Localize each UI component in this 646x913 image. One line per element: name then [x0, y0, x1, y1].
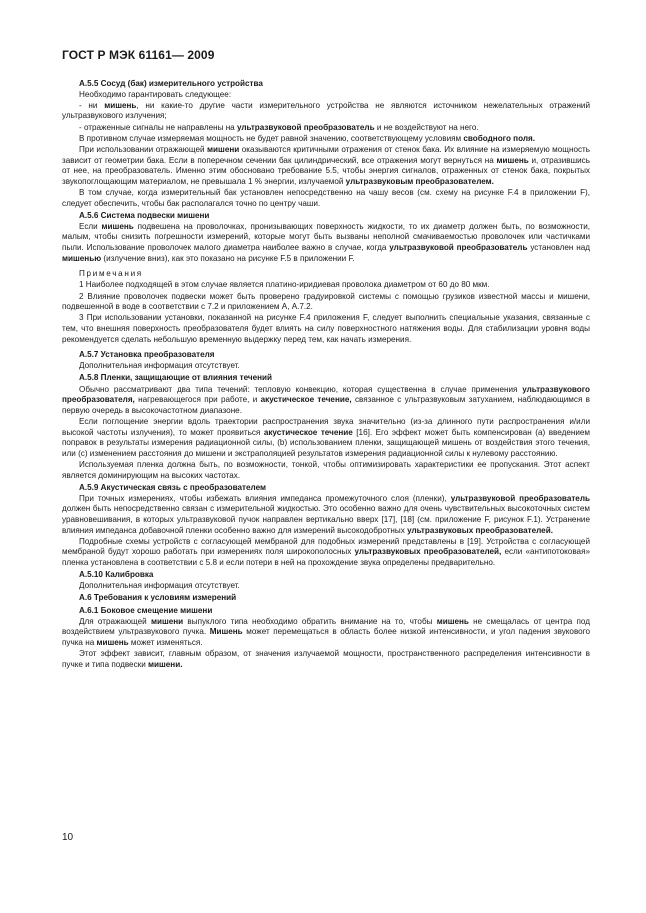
section-heading: А.6 Требования к условиям измерений [79, 593, 237, 603]
body-paragraph: Дополнительная информация отсутствует. [79, 581, 240, 591]
page-body [62, 77, 590, 670]
body-paragraph: - отраженные сигналы не направлены на ультразвуковой преобразователь и не воздействуют на него. [79, 122, 479, 132]
section-heading: А.5.5 Сосуд (бак) измерительного устройства [79, 78, 263, 88]
note-paragraph: 3 При использовании установки, показанной на рисунке F.4 приложения F, следует выполнить специальные указания, связанные с тем, что внешняя поверхность преобразователя будет влиять на силу поверхностного натяжения воды. Для стабилизации уровня воды рекомендуется сделать небольшую временную выдержку перед тем, как начать измерения. [62, 313, 590, 344]
section-heading: А.5.7 Установка преобразователя [79, 350, 215, 360]
section-heading: А.5.8 Пленки, защищающие от влияния течений [79, 373, 273, 383]
note-paragraph: 2 Влияние проволочек подвески может быть проверено градуировкой системы с помощью грузиков известной массы и мишени, подвешенной в воде в соответствии с 7.2 и приложением А, А.7.2. [62, 291, 590, 312]
body-paragraph: При точных измерениях, чтобы избежать влияния импеданса промежуточного слоя (пленки), ультразвуковой преобразователь должен быть непосредственно связан с измерительной жидкостью. Это особенно важно для очень чувствительных высокоточных систем уравновешивания, в которых ультразвуковой пучок направлен вертикально вверх [17], [18] (см. приложение F, рисунок F.1). Устранение влияния импеданса добавочной пленки особенно важно для измерений высокодобротных ультразвуковых преобразователей. [62, 493, 590, 535]
section-heading: А.5.6 Система подвески мишени [79, 210, 210, 220]
body-paragraph: Дополнительная информация отсутствует. [79, 361, 240, 371]
body-paragraph: - ни мишень, ни какие-то другие части измерительного устройства не являются источником нежелательных отражений ультразвукового излучения; [62, 100, 591, 121]
section-heading: А.5.10 Калибровка [79, 570, 154, 580]
body-paragraph: В том случае, когда измерительный бак установлен непосредственно на чашу весов (см. схему на рисунке F.4 в приложении F), следует обеспечить, чтобы бак располагался точно по центру чаши. [62, 188, 590, 208]
body-paragraph: В противном случае измеряемая мощность не будет равной значению, соответствующему условиям свободного поля. [79, 133, 536, 143]
body-paragraph: Для отражающей мишени выпуклого типа необходимо обратить внимание на то, чтобы мишень не смещалась от центра под воздействием ультразвукового пучка. Мишень может перемещаться в область более низкой интенсивности, и угол падения звукового пучка на мишень может изменяться. [62, 616, 590, 647]
section-heading: А.6.1 Боковое смещение мишени [79, 605, 213, 615]
document-header: ГОСТ Р МЭК 61161— 2009 [62, 48, 215, 62]
body-paragraph: Необходимо гарантировать следующее: [79, 89, 232, 99]
body-paragraph: Этот эффект зависит, главным образом, от значения излучаемой мощности, пространственного распределения интенсивности в пучке и типа подвески мишени. [62, 649, 590, 669]
body-paragraph: Используемая пленка должна быть, по возможности, тонкой, чтобы оптимизировать характеристики ее пропускания. Этот аспект является доминирующим на высоких частотах. [62, 460, 590, 480]
page-number: 10 [62, 832, 74, 843]
body-paragraph: Если поглощение энергии вдоль траектории распространения звука значительно (из-за длинного пути распространения и/или высокой частоты излучения), то может проявиться акустическое течение [16]. Его эффект может быть компенсирован (а) введением поправок в результаты измерения радиационной силы, (b) использованием пленки, защищающей мишень от воздействия этого течения, или (c) изменением расстояния до мишени и экстраполяцией результатов измерения радиационной силы к нулевому расстоянию. [62, 417, 590, 458]
note-paragraph: 1 Наиболее подходящей в этом случае является платино-иридиевая проволока диаметром от 60 до 80 мкм. [79, 280, 490, 290]
body-paragraph: При использовании отражающей мишени оказываются критичными отражения от стенок бака. Их влияние на измеряемую мощность зависит от геометрии бака. Если в поперечном сечении бак цилиндрический, все отражения могут вернуться на мишень и, отразившись от нее, на преобразователь. Именно этим обосновано требование 5.5, чтобы энергия сигналов, отраженных от стенок бака, покрытых звукопоглощающим материалом, не превышала 1 % энергии, излучаемой ультразвуковым преобразователем. [62, 145, 590, 186]
notes-heading: Примечания [79, 269, 143, 279]
body-paragraph: Если мишень подвешена на проволочках, пронизывающих поверхность жидкости, то их диаметр должен быть, по возможности, малым, чтобы снизить погрешности измерений, которые могут быть вызваны неполной смачиваемостью проволочек или частичками пыли. Использование проволочек малого диаметра наиболее важно в случае, когда ультразвуковой преобразователь установлен над мишенью (излучение вниз), как это показано на рисунке F.5 в приложении F. [62, 221, 590, 263]
section-heading: А.5.9 Акустическая связь с преобразователем [79, 482, 266, 492]
body-paragraph: Подробные схемы устройств с согласующей мембраной для подобных измерений представлены в [19]. Устройства с согласующей мембраной будут хорошо работать при измерениях поля широкополосных ультразвуковых преобразователей, если «антипотоковая» пленка установлена в соответствии с 5.8 и если потери в ней на прохождение звука определены предварительно. [62, 536, 590, 568]
body-paragraph: Обычно рассматривают два типа течений: тепловую конвекцию, которая существенна в случае применения ультразвукового преобразователя, нагревающегося при работе, и акустическое течение, связанное с ультразвуковым затуханием, наблюдающимся в первую очередь в высокочастотном диапазоне. [62, 384, 590, 415]
